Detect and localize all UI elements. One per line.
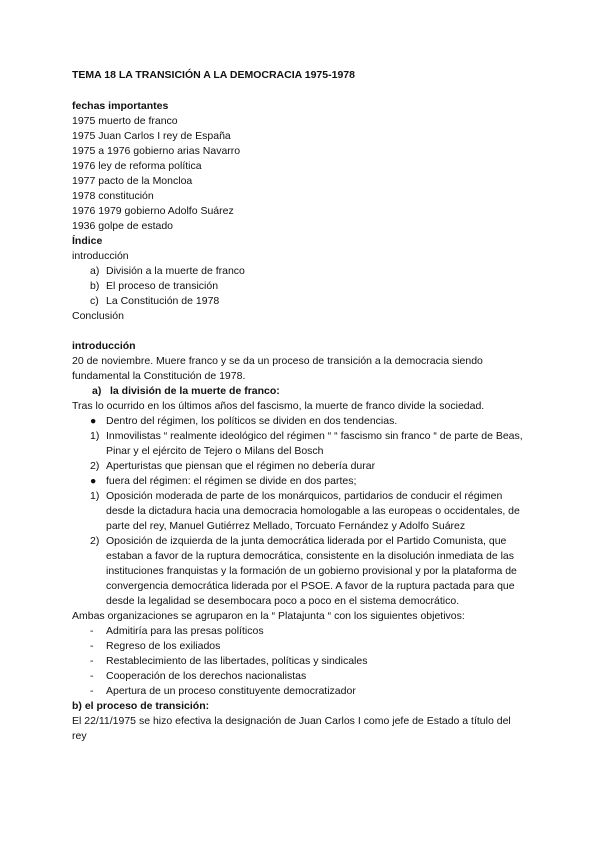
index-marker: b) bbox=[90, 280, 100, 292]
dash-icon: - bbox=[90, 670, 94, 682]
dash-icon: - bbox=[90, 685, 94, 697]
regime-item-text: Oposición moderada de parte de los monárquicos, partidarios de conducir el régimen desde la dictadura hacia una democracia homologable a las europeas o occidentales, de parte del rey, Manuel Gutiérrez Mellado, Torcuato Fernández y Adolfo Suárez bbox=[106, 490, 520, 532]
date-item: 1976 ley de reforma política bbox=[72, 160, 202, 172]
index-intro: introducción bbox=[72, 250, 129, 262]
regime-item bbox=[72, 474, 524, 489]
intro-paragraph: 20 de noviembre. Muere franco y se da un proceso de transición a la democracia siendo fundamental la Constitución de 1978. bbox=[72, 355, 483, 382]
list-marker: 2) bbox=[90, 460, 100, 472]
list-marker: 1) bbox=[90, 430, 100, 442]
date-item: 1976 1979 gobierno Adolfo Suárez bbox=[72, 205, 234, 217]
document-page bbox=[72, 68, 524, 744]
date-item: 1978 constitución bbox=[72, 190, 154, 202]
section-b-heading: b) el proceso de transición: bbox=[72, 700, 210, 712]
platajunta-lead: Ambas organizaciones se agruparon en la “ Platajunta “ con los siguientes objetivos: bbox=[72, 610, 465, 622]
date-item: 1975 a 1976 gobierno arias Navarro bbox=[72, 145, 241, 157]
regime-item-text: fuera del régimen: el régimen se divide en dos partes; bbox=[106, 475, 357, 487]
index-item-text: El proceso de transición bbox=[106, 280, 219, 292]
regime-item-text: Dentro del régimen, los políticos se dividen en dos tendencias. bbox=[106, 415, 398, 427]
dash-icon: - bbox=[90, 655, 94, 667]
regime-item bbox=[72, 534, 524, 609]
regime-item bbox=[72, 489, 524, 534]
bullet-icon: ● bbox=[90, 415, 97, 427]
list-marker: 1) bbox=[90, 490, 100, 502]
regime-item bbox=[72, 429, 524, 459]
date-item: 1977 pacto de la Moncloa bbox=[72, 175, 193, 187]
section-a-title: la división de la muerte de franco: bbox=[110, 385, 280, 397]
objective-text: Admitiría para las presas políticos bbox=[106, 625, 264, 637]
regime-item bbox=[72, 459, 524, 474]
objective-item bbox=[72, 654, 524, 669]
regime-item bbox=[72, 414, 524, 429]
index-item-text: División a la muerte de franco bbox=[106, 265, 245, 277]
index-heading: Índice bbox=[72, 235, 103, 247]
document-title: TEMA 18 LA TRANSICIÓN A LA DEMOCRACIA 1975-1978 bbox=[72, 69, 355, 81]
dash-icon: - bbox=[90, 640, 94, 652]
objective-item bbox=[72, 684, 524, 699]
index-item bbox=[72, 294, 524, 309]
objective-text: Regreso de los exiliados bbox=[106, 640, 221, 652]
objective-item bbox=[72, 624, 524, 639]
intro-heading: introducción bbox=[72, 340, 136, 352]
section-a-lead: Tras lo ocurrido en los últimos años del fascismo, la muerte de franco divide la sociedad. bbox=[72, 400, 485, 412]
objective-text: Restablecimiento de las libertades, políticas y sindicales bbox=[106, 655, 368, 667]
regime-item-text: Oposición de izquierda de la junta democrática liderada por el Partido Comunista, que estaban a favor de la ruptura democrática, consistente en la disolución inmediata de las instituciones franquistas y la formación de un gobierno provisional y por la plataforma de convergencia democrática liderada por el PSOE. A favor de la ruptura pactada para que desde la legalidad se desembocara poco a poco en el sistema democrático. bbox=[106, 535, 517, 607]
section-b-paragraph: El 22/11/1975 se hizo efectiva la designación de Juan Carlos I como jefe de Estado a título del rey bbox=[72, 715, 511, 742]
objective-item bbox=[72, 669, 524, 684]
dates-heading: fechas importantes bbox=[72, 100, 169, 112]
dash-icon: - bbox=[90, 625, 94, 637]
regime-item-text: Aperturistas que piensan que el régimen no debería durar bbox=[106, 460, 376, 472]
section-a-marker: a) bbox=[92, 385, 102, 397]
index-marker: c) bbox=[90, 295, 99, 307]
objective-item bbox=[72, 639, 524, 654]
bullet-icon: ● bbox=[90, 475, 97, 487]
regime-item-text: Inmovilistas “ realmente ideológico del régimen “ “ fascismo sin franco “ de parte de Beas, Pinar y el ejército de Tejero o Milans del Bosch bbox=[106, 430, 523, 457]
section-a-heading bbox=[72, 384, 524, 399]
index-marker: a) bbox=[90, 265, 100, 277]
objective-text: Apertura de un proceso constituyente democratizador bbox=[106, 685, 356, 697]
index-conclusion: Conclusión bbox=[72, 310, 124, 322]
list-marker: 2) bbox=[90, 535, 100, 547]
index-item bbox=[72, 279, 524, 294]
index-item bbox=[72, 264, 524, 279]
date-item: 1975 Juan Carlos I rey de España bbox=[72, 130, 231, 142]
objective-text: Cooperación de los derechos nacionalistas bbox=[106, 670, 307, 682]
index-item-text: La Constitución de 1978 bbox=[106, 295, 220, 307]
date-item: 1936 golpe de estado bbox=[72, 220, 174, 232]
date-item: 1975 muerto de franco bbox=[72, 115, 178, 127]
